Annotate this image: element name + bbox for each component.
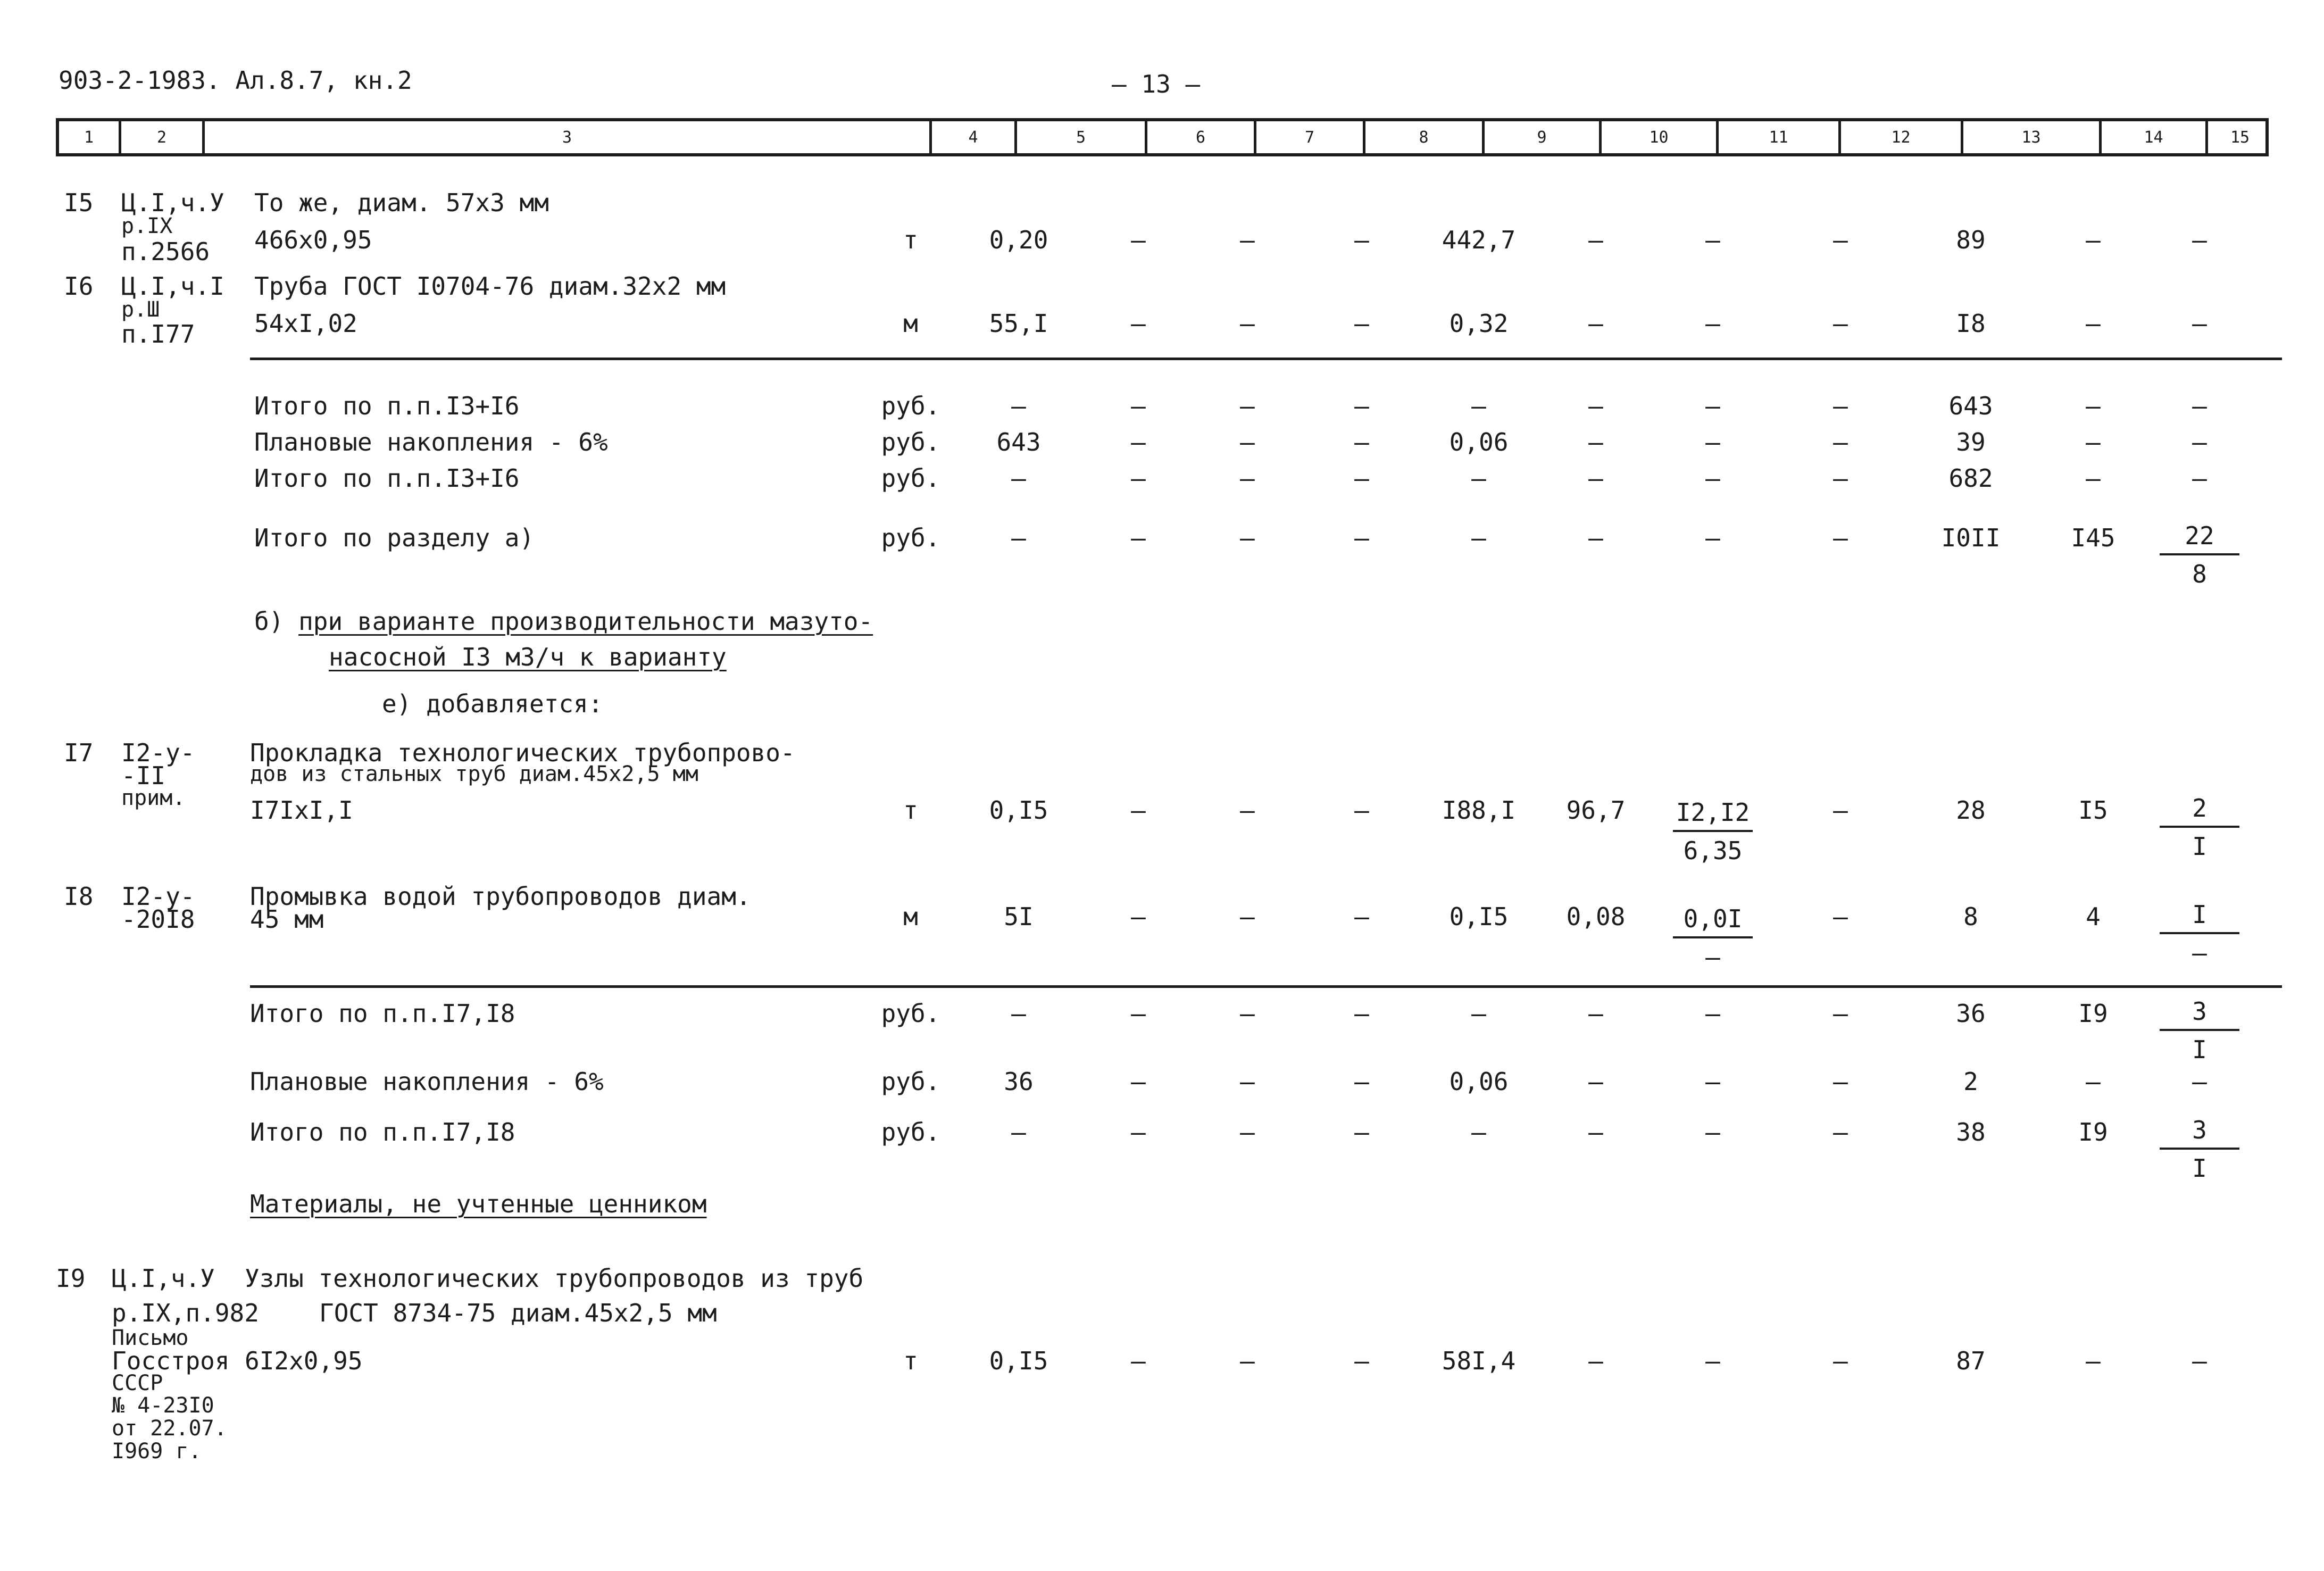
value-cell: – xyxy=(1354,999,1369,1028)
value-cell: – xyxy=(1833,902,1848,931)
value-cell: – xyxy=(1588,428,1603,456)
price-ref: Ц.I,ч.У xyxy=(112,1264,215,1293)
section-title xyxy=(254,609,873,634)
price-ref: п.I77 xyxy=(121,320,195,348)
value-cell: – xyxy=(1588,523,1603,552)
item-description: То же, диам. 57х3 мм xyxy=(254,188,549,217)
value-cell: 28 xyxy=(1956,796,1986,825)
value-cell: – xyxy=(1240,226,1255,254)
value-cell: – xyxy=(1131,428,1146,456)
item-quantity-formula: I7IхI,I xyxy=(250,796,353,825)
value-cell: – xyxy=(1240,999,1255,1028)
value-cell: – xyxy=(2192,1346,2207,1375)
value-cell: – xyxy=(1588,1118,1603,1146)
fraction-numerator: 0,0I xyxy=(1673,904,1753,938)
price-ref: Госстроя xyxy=(112,1346,230,1375)
value-cell: 58I,4 xyxy=(1442,1346,1516,1375)
value-cell: 36 xyxy=(1004,1067,1034,1096)
value-cell: – xyxy=(1240,428,1255,456)
value-cell: – xyxy=(1354,309,1369,338)
section-divider xyxy=(250,985,2282,988)
value-cell: 643 xyxy=(1948,392,1993,420)
col-header-14: 14 xyxy=(2099,121,2205,153)
value-cell: I9 xyxy=(2078,1118,2108,1146)
value-cell: – xyxy=(1011,523,1026,552)
row-number: I8 xyxy=(64,882,94,911)
fraction-numerator: 22 xyxy=(2160,521,2239,555)
col-header-15: 15 xyxy=(2205,121,2272,153)
total-label: Итого по п.п.I7,I8 xyxy=(250,1118,515,1146)
col-header-9: 9 xyxy=(1482,121,1599,153)
value-cell: – xyxy=(1705,392,1720,420)
value-cell: I5 xyxy=(2078,796,2108,825)
value-cell: – xyxy=(1240,1118,1255,1146)
fraction-numerator: 3 xyxy=(2160,997,2239,1031)
value-cell: – xyxy=(1131,464,1146,493)
value-cell: 55,I xyxy=(989,309,1048,338)
value-cell: I9 xyxy=(2078,999,2108,1028)
value-cell: 0,06 xyxy=(1449,1067,1509,1096)
price-ref: № 4-23I0 xyxy=(112,1393,214,1418)
value-cell: – xyxy=(1588,464,1603,493)
value-cell: – xyxy=(2086,428,2101,456)
section-title-cont: насосной I3 м3/ч к варианту xyxy=(329,643,727,671)
value-cell: – xyxy=(1705,1346,1720,1375)
price-ref: Письмо xyxy=(112,1326,189,1350)
unit-cell: руб. xyxy=(881,523,940,552)
value-cell: – xyxy=(2192,1067,2207,1096)
value-cell: – xyxy=(1833,309,1848,338)
value-cell: – xyxy=(1011,392,1026,420)
value-cell: – xyxy=(1131,796,1146,825)
value-cell: 0,I5 xyxy=(989,1346,1048,1375)
total-label: Итого по п.п.I3+I6 xyxy=(254,392,520,420)
value-cell: 89 xyxy=(1956,226,1986,254)
price-ref: р.Ш xyxy=(121,297,160,322)
value-cell: 39 xyxy=(1956,428,1986,456)
price-ref: р.IX xyxy=(121,214,173,238)
fraction-denominator: – xyxy=(2192,938,2207,967)
item-description: дов из стальных труб диам.45х2,5 мм xyxy=(250,762,698,786)
value-cell: – xyxy=(1131,999,1146,1028)
fraction-cell xyxy=(2160,521,2239,588)
value-cell: – xyxy=(2086,392,2101,420)
page-number: — 13 — xyxy=(1112,70,1201,98)
value-cell: – xyxy=(2086,464,2101,493)
item-description: Труба ГОСТ I0704-76 диам.32х2 мм xyxy=(254,272,726,301)
price-ref: Ц.I,ч.У xyxy=(121,188,224,217)
item-description: ГОСТ 8734-75 диам.45х2,5 мм xyxy=(319,1299,717,1327)
value-cell: – xyxy=(1131,226,1146,254)
value-cell: – xyxy=(1354,1067,1369,1096)
value-cell: I8 xyxy=(1956,309,1986,338)
section-subtitle: е) добавляется: xyxy=(382,689,603,718)
value-cell: – xyxy=(1588,1067,1603,1096)
value-cell: I0II xyxy=(1941,523,2001,552)
price-ref: Ц.I,ч.I xyxy=(121,272,224,301)
item-description: Промывка водой трубопроводов диам. xyxy=(250,882,751,911)
value-cell: – xyxy=(1240,796,1255,825)
unit-cell: руб. xyxy=(881,428,940,456)
value-cell: – xyxy=(2086,309,2101,338)
value-cell: – xyxy=(1833,1067,1848,1096)
value-cell: – xyxy=(1833,796,1848,825)
fraction-denominator: I xyxy=(2192,832,2207,861)
unit-cell: руб. xyxy=(881,392,940,420)
value-cell: – xyxy=(1705,523,1720,552)
row-number: I9 xyxy=(56,1264,86,1293)
value-cell: – xyxy=(1240,902,1255,931)
price-ref: -II xyxy=(121,761,166,790)
value-cell: 4 xyxy=(2086,902,2101,931)
value-cell: 0,08 xyxy=(1566,902,1626,931)
value-cell: 0,I5 xyxy=(1449,902,1509,931)
price-ref: I969 г. xyxy=(112,1439,202,1464)
value-cell: – xyxy=(1354,796,1369,825)
col-header-8: 8 xyxy=(1363,121,1482,153)
value-cell: 5I xyxy=(1004,902,1034,931)
total-label: Плановые накопления - 6% xyxy=(254,428,608,456)
value-cell: – xyxy=(1354,464,1369,493)
value-cell: – xyxy=(1011,1118,1026,1146)
section-title-underlined: при варианте производительности мазуто- xyxy=(298,607,873,636)
row-number: I7 xyxy=(64,738,94,767)
price-ref: п.2566 xyxy=(121,237,210,266)
value-cell: – xyxy=(1833,392,1848,420)
fraction-cell xyxy=(2160,997,2239,1064)
fraction-cell xyxy=(2160,794,2239,861)
value-cell: – xyxy=(1131,523,1146,552)
value-cell: 682 xyxy=(1948,464,1993,493)
value-cell: – xyxy=(1833,523,1848,552)
col-header-12: 12 xyxy=(1838,121,1961,153)
col-header-13: 13 xyxy=(1961,121,2099,153)
value-cell: – xyxy=(1833,226,1848,254)
value-cell: I88,I xyxy=(1442,796,1516,825)
value-cell: 0,20 xyxy=(989,226,1048,254)
value-cell: – xyxy=(1011,464,1026,493)
col-header-1: 1 xyxy=(84,128,94,147)
value-cell: – xyxy=(2086,1067,2101,1096)
value-cell: – xyxy=(1471,1118,1486,1146)
total-label: Плановые накопления - 6% xyxy=(250,1067,604,1096)
value-cell: – xyxy=(1240,1067,1255,1096)
value-cell: – xyxy=(1354,523,1369,552)
unit-cell: руб. xyxy=(881,999,940,1028)
unit-cell: м xyxy=(903,902,918,931)
value-cell: – xyxy=(2192,464,2207,493)
value-cell: – xyxy=(1833,1346,1848,1375)
value-cell: – xyxy=(1705,1067,1720,1096)
value-cell: – xyxy=(2086,1346,2101,1375)
price-ref: от 22.07. xyxy=(112,1416,227,1441)
unit-cell: м xyxy=(903,309,918,338)
value-cell: – xyxy=(1471,464,1486,493)
value-cell: – xyxy=(1131,1118,1146,1146)
value-cell: – xyxy=(1588,226,1603,254)
fraction-denominator: – xyxy=(1705,943,1720,971)
col-header-7: 7 xyxy=(1254,121,1363,153)
value-cell: – xyxy=(1471,523,1486,552)
value-cell: – xyxy=(1131,902,1146,931)
item-quantity-formula: 466х0,95 xyxy=(254,226,372,254)
value-cell: – xyxy=(1833,1118,1848,1146)
value-cell: – xyxy=(1588,1346,1603,1375)
value-cell: – xyxy=(1833,428,1848,456)
price-ref: р.IX,п.982 xyxy=(112,1299,259,1327)
row-number: I5 xyxy=(64,188,94,217)
item-description: Прокладка технологических трубопрово- xyxy=(250,738,795,767)
section-divider xyxy=(250,358,2282,360)
unit-cell: руб. xyxy=(881,1067,940,1096)
value-cell: – xyxy=(1705,1118,1720,1146)
price-ref: I2-у- xyxy=(121,738,195,767)
value-cell: – xyxy=(1240,392,1255,420)
value-cell: 87 xyxy=(1956,1346,1986,1375)
value-cell: – xyxy=(2086,226,2101,254)
value-cell: – xyxy=(1705,309,1720,338)
value-cell: – xyxy=(1354,1346,1369,1375)
unit-cell: руб. xyxy=(881,464,940,493)
section-total-label: Итого по разделу а) xyxy=(254,523,535,552)
value-cell: – xyxy=(1240,464,1255,493)
value-cell: I45 xyxy=(2071,523,2115,552)
fraction-cell xyxy=(1673,798,1753,865)
value-cell: – xyxy=(1354,1118,1369,1146)
value-cell: – xyxy=(1354,902,1369,931)
value-cell: – xyxy=(1131,392,1146,420)
fraction-denominator: 6,35 xyxy=(1683,836,1743,865)
row-number: I6 xyxy=(64,272,94,301)
item-description: 45 мм xyxy=(250,905,324,934)
value-cell: 643 xyxy=(996,428,1041,456)
price-ref: СССР xyxy=(112,1371,163,1395)
fraction-numerator: 2 xyxy=(2160,794,2239,828)
value-cell: – xyxy=(1705,428,1720,456)
fraction-numerator: I xyxy=(2160,900,2239,934)
fraction-numerator: I2,I2 xyxy=(1673,798,1753,832)
value-cell: 0,06 xyxy=(1449,428,1509,456)
fraction-numerator: 3 xyxy=(2160,1116,2239,1150)
fraction-denominator: I xyxy=(2192,1154,2207,1183)
document-code: 903-2-1983. Ал.8.7, кн.2 xyxy=(59,66,412,95)
unit-cell: т xyxy=(903,226,918,254)
value-cell: – xyxy=(1588,392,1603,420)
value-cell: 0,32 xyxy=(1449,309,1509,338)
value-cell: – xyxy=(2192,309,2207,338)
value-cell: – xyxy=(1354,428,1369,456)
value-cell: – xyxy=(1705,999,1720,1028)
value-cell: 0,I5 xyxy=(989,796,1048,825)
price-ref: прим. xyxy=(121,786,186,810)
value-cell: – xyxy=(1833,999,1848,1028)
fraction-denominator: I xyxy=(2192,1035,2207,1064)
fraction-denominator: 8 xyxy=(2192,560,2207,588)
value-cell: 36 xyxy=(1956,999,1986,1028)
item-quantity-formula: 54хI,02 xyxy=(254,309,357,338)
item-quantity-formula: 6I2х0,95 xyxy=(245,1346,363,1375)
value-cell: 8 xyxy=(1963,902,1978,931)
total-label: Итого по п.п.I7,I8 xyxy=(250,999,515,1028)
value-cell: – xyxy=(1588,309,1603,338)
unit-cell: руб. xyxy=(881,1118,940,1146)
unit-cell: т xyxy=(903,1346,918,1375)
col-header-5: 5 xyxy=(1014,121,1145,153)
col-header-6: 6 xyxy=(1145,121,1254,153)
materials-title: Материалы, не учтенные ценником xyxy=(250,1190,707,1218)
value-cell: – xyxy=(1240,309,1255,338)
total-label: Итого по п.п.I3+I6 xyxy=(254,464,520,493)
fraction-cell xyxy=(2160,1116,2239,1183)
value-cell: – xyxy=(1705,464,1720,493)
price-ref: I2-у- xyxy=(121,882,195,911)
price-ref: -20I8 xyxy=(121,905,195,934)
col-header-2: 2 xyxy=(119,121,202,153)
value-cell: – xyxy=(1705,226,1720,254)
section-title-prefix: б) xyxy=(254,607,299,636)
value-cell: – xyxy=(1354,226,1369,254)
col-header-11: 11 xyxy=(1716,121,1838,153)
value-cell: – xyxy=(1131,309,1146,338)
value-cell: 442,7 xyxy=(1442,226,1516,254)
value-cell: – xyxy=(1240,1346,1255,1375)
value-cell: – xyxy=(1833,464,1848,493)
value-cell: – xyxy=(2192,392,2207,420)
value-cell: – xyxy=(1354,392,1369,420)
value-cell: – xyxy=(1240,523,1255,552)
item-description: Узлы технологических трубопроводов из труб xyxy=(245,1264,864,1293)
value-cell: – xyxy=(2192,428,2207,456)
fraction-cell xyxy=(2160,900,2239,967)
value-cell: 96,7 xyxy=(1566,796,1626,825)
unit-cell: т xyxy=(903,796,918,825)
value-cell: – xyxy=(2192,226,2207,254)
fraction-cell xyxy=(1673,904,1753,971)
value-cell: – xyxy=(1131,1346,1146,1375)
value-cell: – xyxy=(1588,999,1603,1028)
value-cell: – xyxy=(1471,392,1486,420)
value-cell: – xyxy=(1471,999,1486,1028)
col-header-4: 4 xyxy=(929,121,1014,153)
value-cell: 38 xyxy=(1956,1118,1986,1146)
col-header-3: 3 xyxy=(202,121,929,153)
col-header-10: 10 xyxy=(1599,121,1716,153)
value-cell: 2 xyxy=(1963,1067,1978,1096)
column-header-row xyxy=(56,118,2269,156)
value-cell: – xyxy=(1011,999,1026,1028)
value-cell: – xyxy=(1131,1067,1146,1096)
